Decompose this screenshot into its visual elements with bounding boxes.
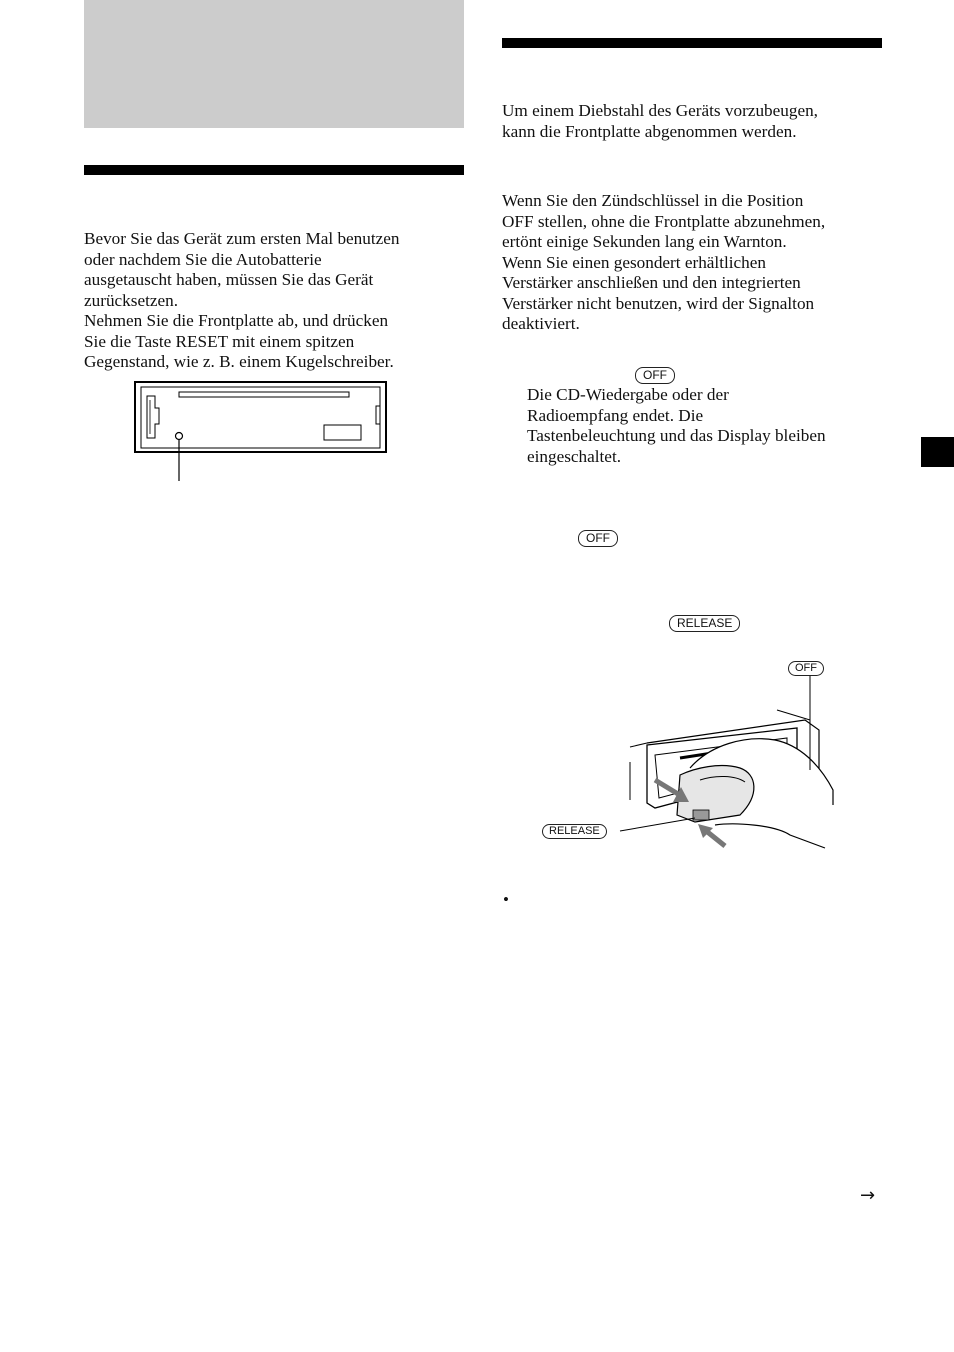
- text-line: Um einem Diebstahl des Geräts vorzubeugen,: [502, 101, 818, 120]
- section-tab-marker: [921, 437, 954, 467]
- text-line: Bevor Sie das Gerät zum ersten Mal benutzen: [84, 229, 400, 248]
- section-rule-right: [502, 38, 882, 48]
- bullet-marker: •: [503, 890, 509, 909]
- text-line: Die CD-Wiedergabe oder der: [527, 385, 729, 404]
- continue-arrow-icon: →: [860, 1185, 876, 1206]
- off-callout-label: OFF: [788, 661, 824, 676]
- text-line: deaktiviert.: [502, 314, 580, 333]
- text-line: zurücksetzen.: [84, 290, 179, 310]
- section-header-box: [84, 0, 464, 128]
- text-line: kann die Frontplatte abgenommen werden.: [502, 121, 797, 141]
- text-line: Radioempfang endet. Die: [527, 405, 704, 425]
- release-callout-label: RELEASE: [542, 824, 607, 839]
- text-line: oder nachdem Sie die Autobatterie: [84, 249, 322, 269]
- text-line: Wenn Sie den Zündschlüssel in die Position: [502, 191, 804, 210]
- text-line: Verstärker nicht benutzen, wird der Signalton: [502, 293, 815, 313]
- intro-paragraph: [502, 101, 882, 142]
- step1-result-paragraph: [527, 385, 887, 467]
- off-key-label: OFF: [578, 530, 618, 547]
- text-line: OFF stellen, ohne die Frontplatte abzunehmen,: [502, 211, 826, 231]
- text-line: eingeschaltet.: [527, 446, 622, 466]
- off-key-label: OFF: [635, 367, 675, 384]
- text-line: ertönt einige Sekunden lang ein Warnton.: [502, 232, 787, 251]
- section-rule-left: [84, 165, 464, 175]
- reset-paragraph: [84, 229, 464, 373]
- warning-paragraph: [502, 191, 887, 335]
- text-line: Sie die Taste RESET mit einem spitzen: [84, 331, 355, 351]
- text-line: Nehmen Sie die Frontplatte ab, und drücken: [84, 311, 389, 330]
- release-key-label: RELEASE: [669, 615, 740, 632]
- text-line: Tastenbeleuchtung und das Display bleiben: [527, 426, 826, 445]
- text-line: ausgetauscht haben, müssen Sie das Gerät: [84, 270, 374, 289]
- reset-button-icon: [176, 433, 183, 440]
- text-line: Verstärker anschließen und den integrierten: [502, 273, 801, 292]
- unit-reset-illustration: [130, 378, 392, 484]
- text-line: Wenn Sie einen gesondert erhältlichen: [502, 252, 766, 272]
- text-line: Gegenstand, wie z. B. einem Kugelschreiber.: [84, 352, 394, 371]
